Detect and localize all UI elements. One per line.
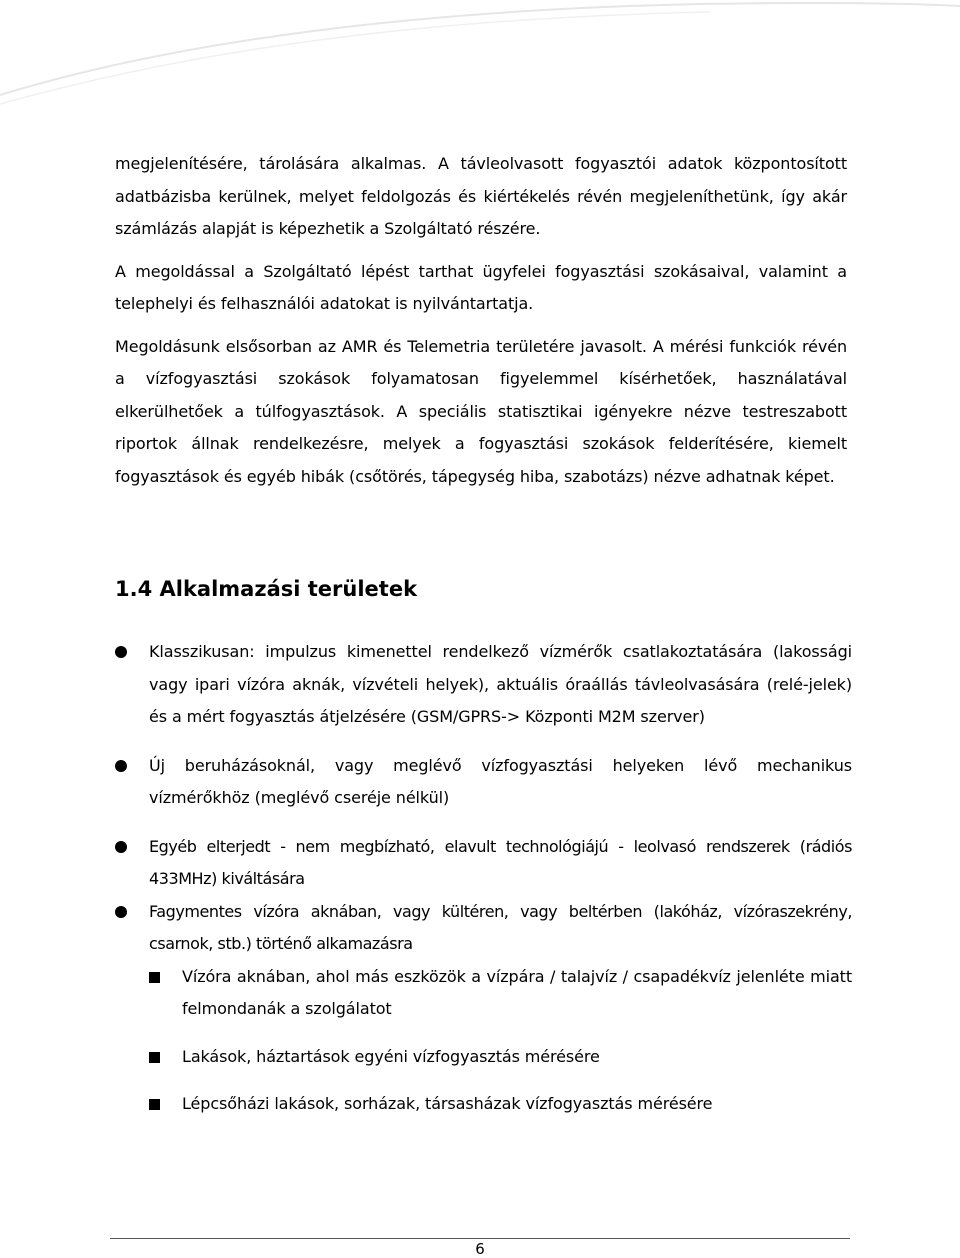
list-item-text: Klasszikusan: impulzus kimenettel rendelkező vízmérők csatlakoztatására (lakossági vagy ipari vízóra aknák, vízvételi helyek), aktuális óraállás távleolvasására (relé-jelek) és a mért fogyasztás átjelzésére (GSM/GPRS-> Központi M2M szerver) bbox=[149, 642, 852, 726]
sub-list-item-text: Lépcsőházi lakások, sorházak, társasházak vízfogyasztás mérésére bbox=[182, 1094, 713, 1113]
bullet-dot-icon bbox=[115, 906, 127, 918]
square-bullet-icon bbox=[149, 1052, 160, 1063]
sub-list bbox=[149, 961, 852, 1121]
sub-list-item-text: Vízóra aknában, ahol más eszközök a vízpára / talajvíz / csapadékvíz jelenléte miatt felmondanák a szolgálatot bbox=[182, 966, 852, 1018]
sub-list-item bbox=[149, 1088, 852, 1121]
bullet-dot-icon bbox=[115, 841, 127, 853]
document-body bbox=[115, 148, 847, 493]
bullet-dot-icon bbox=[115, 760, 127, 772]
paragraph-amr-telemetry: Megoldásunk elsősorban az AMR és Telemetria területére javasolt. A mérési funkciók révén a vízfogyasztási szokások folyamatosan figyelemmel kísérhetőek, használatával elkerülhetőek a túlfogyasztások. A speciális statisztikai igényekre nézve testreszabott riportok állnak rendelkezésre, melyek a fogyasztási szokások felderítésére, kiemelt fogyasztások és egyéb hibák (csőtörés, tápegység hiba, szabotázs) nézve adhatnak képet. bbox=[115, 336, 847, 486]
decorative-page-curve bbox=[0, 0, 960, 110]
sub-list-item bbox=[149, 961, 852, 1026]
list-item bbox=[115, 750, 852, 815]
application-areas-list bbox=[115, 636, 852, 1137]
paragraph-intro: megjelenítésére, tárolására alkalmas. A távleolvasott fogyasztói adatok központosított adatbázisba kerülnek, melyet feldolgozás és kiértékelés révén megjeleníthetünk, így akár számlázás alapját is képezhetik a Szolgáltató részére. bbox=[115, 154, 847, 238]
list-item bbox=[115, 831, 852, 896]
list-item-text: Fagymentes vízóra aknában, vagy kültéren, vagy beltérben (lakóház, vízóraszekrény, csarnok, stb.) történő alkamazásra bbox=[149, 901, 852, 953]
list-item bbox=[115, 896, 852, 1121]
list-item-text: Egyéb elterjedt - nem megbízható, elavult technológiájú - leolvasó rendszerek (rádiós 433MHz) kiváltására bbox=[149, 836, 852, 888]
bullet-dot-icon bbox=[115, 646, 127, 658]
list-item bbox=[115, 636, 852, 734]
sub-list-item-text: Lakások, háztartások egyéni vízfogyasztás mérésére bbox=[182, 1046, 600, 1066]
footer-divider bbox=[110, 1238, 850, 1239]
page-number: 6 bbox=[475, 1240, 485, 1258]
square-bullet-icon bbox=[149, 1099, 160, 1110]
list-item-text: Új beruházásoknál, vagy meglévő vízfogyasztási helyeken lévő mechanikus vízmérőkhöz (meglévő cseréje nélkül) bbox=[149, 755, 852, 807]
sub-list-item bbox=[149, 1041, 852, 1074]
paragraph-solution: A megoldással a Szolgáltató lépést tarthat ügyfelei fogyasztási szokásaival, valamint a telephelyi és felhasználói adatokat is nyilvántartatja. bbox=[115, 261, 847, 313]
square-bullet-icon bbox=[149, 972, 160, 983]
section-heading: 1.4 Alkalmazási területek bbox=[115, 577, 418, 601]
